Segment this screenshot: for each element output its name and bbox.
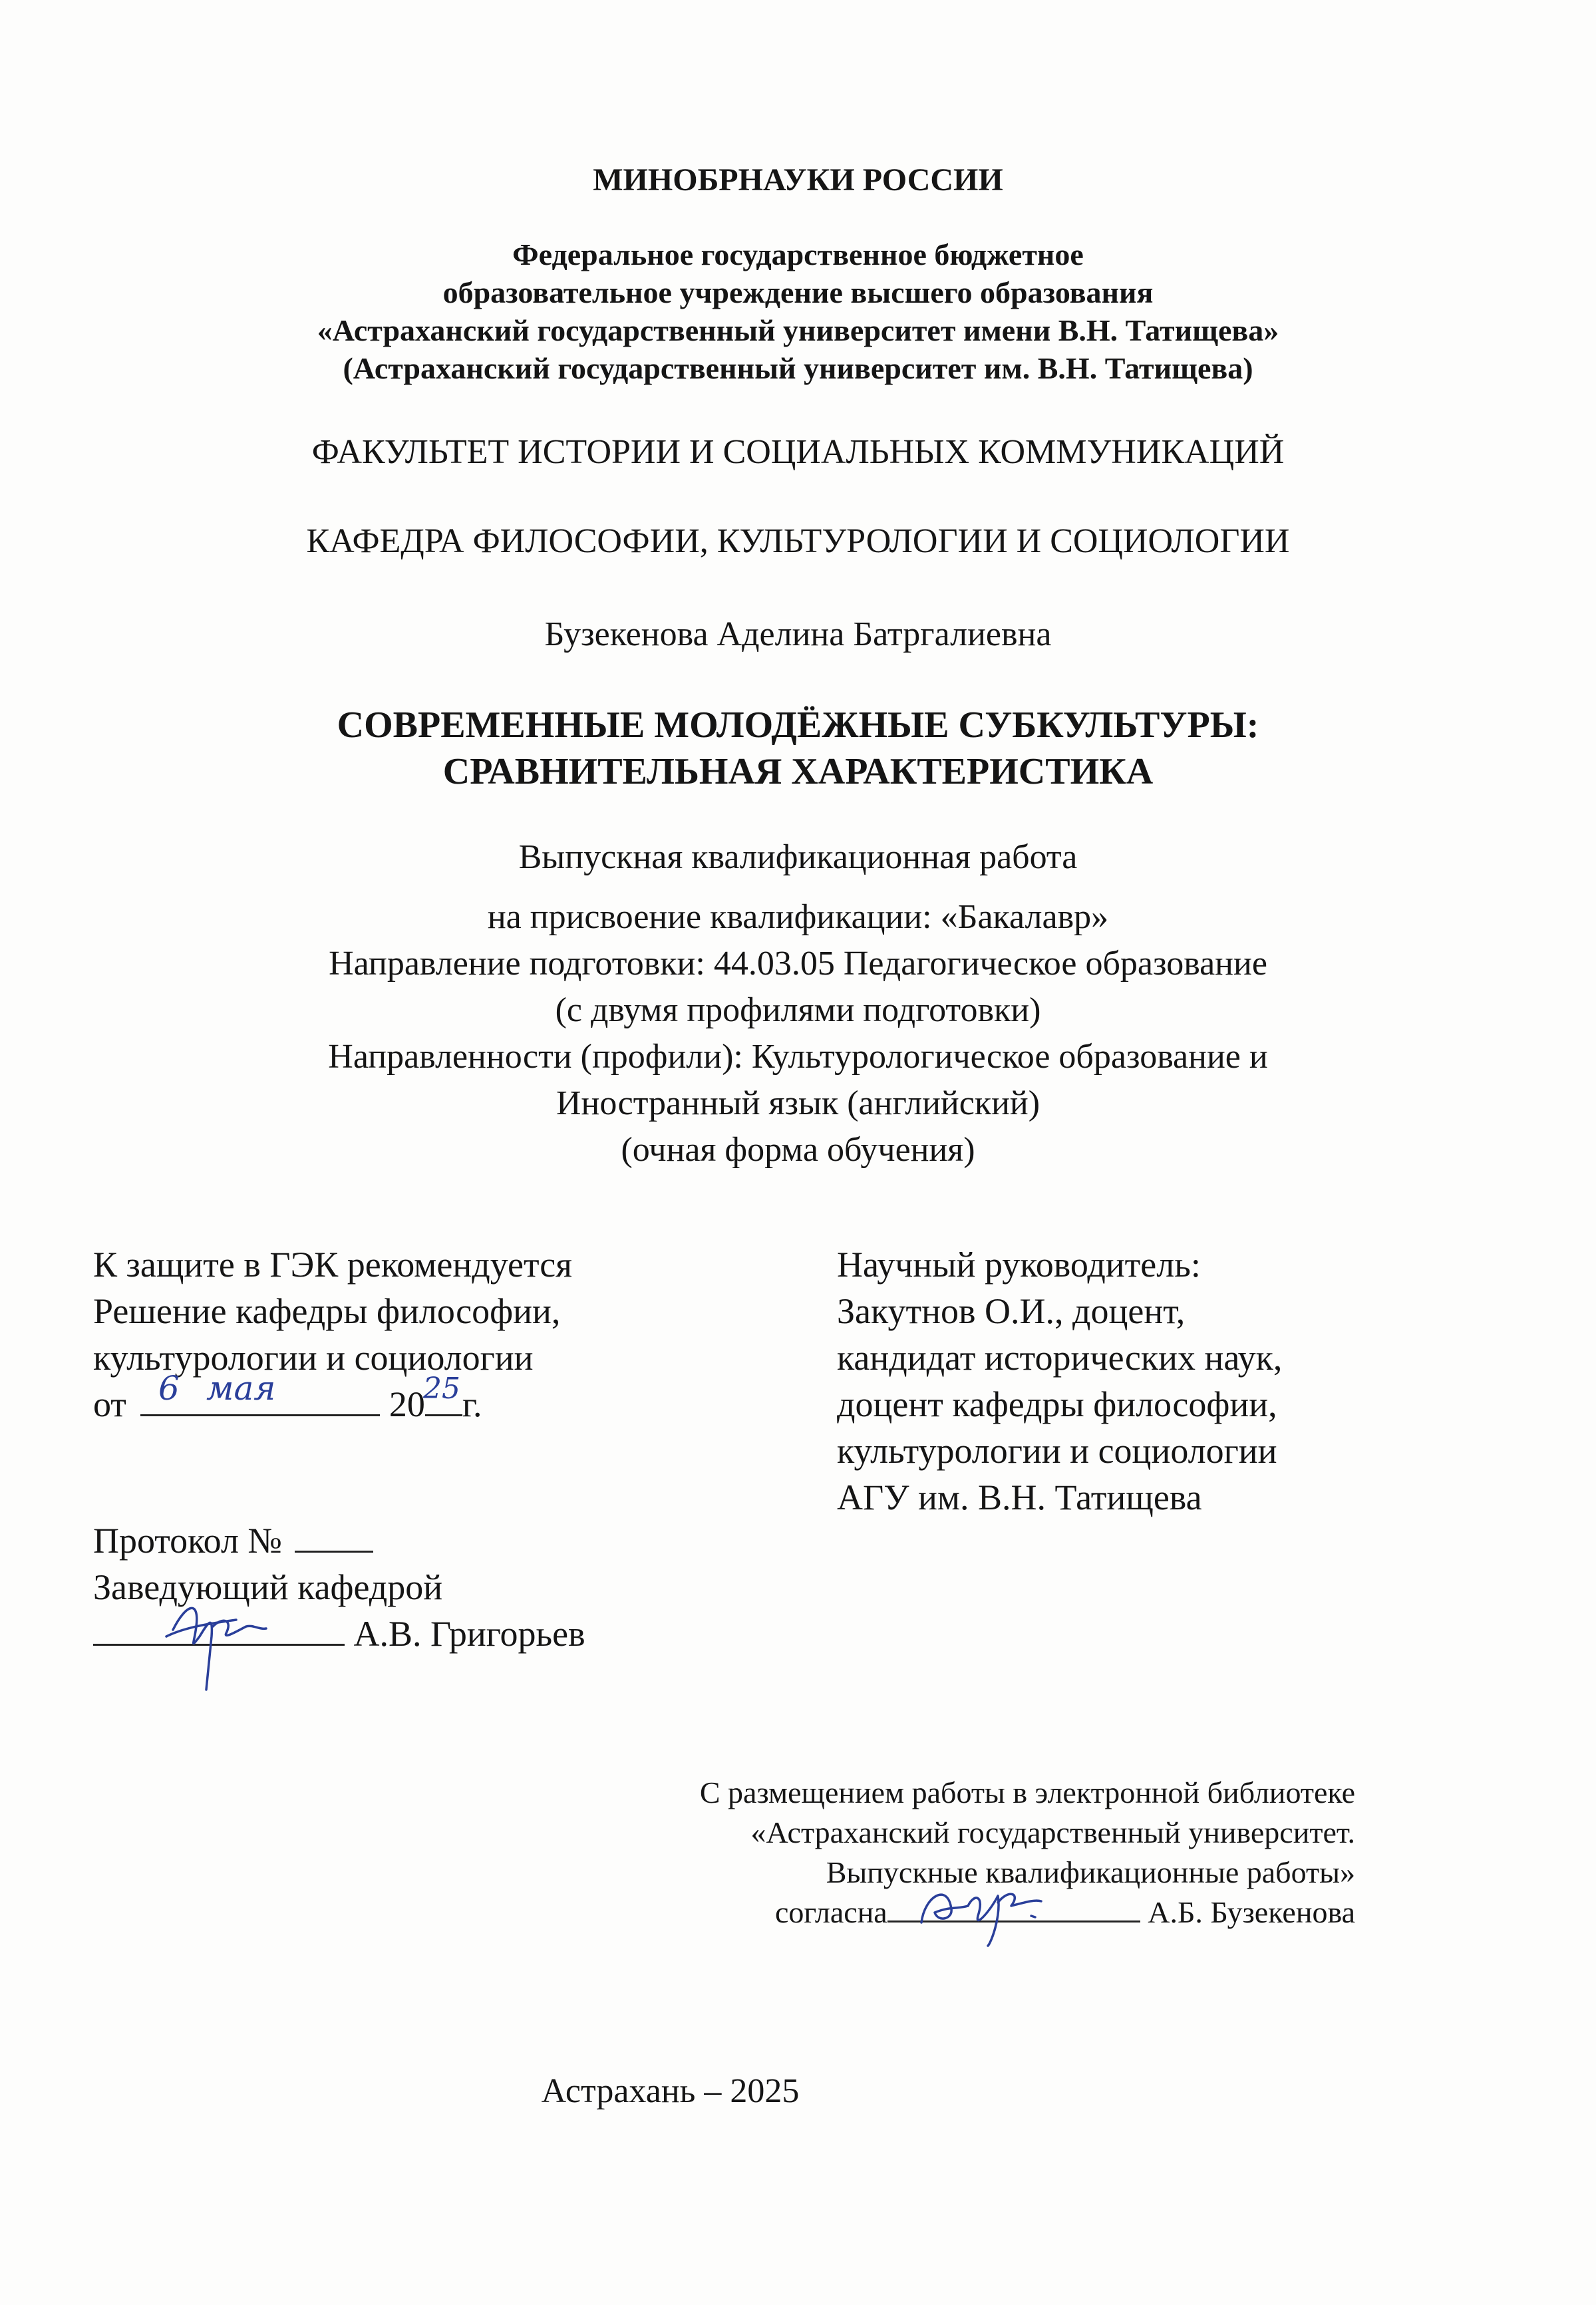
- thesis-title-line-1: СОВРЕМЕННЫЕ МОЛОДЁЖНЫЕ СУБКУЛЬТУРЫ:: [337, 704, 1259, 746]
- defense-line-1: К защите в ГЭК рекомендуется: [93, 1245, 573, 1285]
- head-label: Заведующий кафедрой: [93, 1567, 443, 1607]
- defense-line-2: Решение кафедры философии,: [93, 1291, 561, 1331]
- details-line-1: на присвоение квалификации: «Бакалавр»: [487, 898, 1109, 936]
- institution-line-4: (Астраханский государственный университет им. В.Н. Татищева): [343, 351, 1253, 385]
- supervisor-line-2: Закутнов О.И., доцент,: [837, 1291, 1186, 1331]
- year-suffix: г.: [462, 1384, 482, 1424]
- details-line-4: Направленности (профили): Культурологическое образование и: [328, 1038, 1268, 1076]
- head-signature-mark: [160, 1590, 273, 1696]
- thesis-title-line-2: СРАВНИТЕЛЬНАЯ ХАРАКТЕРИСТИКА: [442, 751, 1154, 792]
- handwritten-day: 6: [158, 1369, 180, 1408]
- author-name: Бузекенова Аделина Батргалиевна: [544, 615, 1052, 653]
- details-line-2: Направление подготовки: 44.03.05 Педагогическое образование: [329, 945, 1267, 983]
- institution-line-2: образовательное учреждение высшего образования: [442, 275, 1154, 309]
- details-line-6: (очная форма обучения): [621, 1131, 975, 1169]
- details-line-3: (с двумя профилями подготовки): [555, 991, 1041, 1029]
- work-type: Выпускная квалификационная работа: [518, 838, 1078, 876]
- department-heading: КАФЕДРА ФИЛОСОФИИ, КУЛЬТУРОЛОГИИ И СОЦИОЛОГИИ: [306, 522, 1290, 560]
- ministry-heading: МИНОБРНАУКИ РОССИИ: [593, 162, 1003, 198]
- defense-line-3: культурологии и социологии: [93, 1338, 534, 1378]
- year-prefix: 20: [389, 1384, 425, 1424]
- supervisor-line-1: Научный руководитель:: [837, 1245, 1201, 1285]
- city-year-footer: Астрахань – 2025: [541, 2072, 800, 2110]
- protocol-row: [93, 1517, 373, 1565]
- library-consent-row: [775, 1894, 1355, 1931]
- institution-line-1: Федеральное государственное бюджетное: [512, 237, 1084, 271]
- consent-name: А.Б. Бузекенова: [1148, 1895, 1355, 1929]
- institution-line-3: «Астраханский государственный университет имени В.Н. Татищева»: [317, 313, 1279, 347]
- supervisor-line-4: доцент кафедры философии,: [837, 1384, 1277, 1424]
- year-blank: [425, 1408, 462, 1416]
- protocol-label: Протокол №: [93, 1521, 282, 1561]
- protocol-blank: [295, 1544, 373, 1553]
- date-blank: [140, 1408, 380, 1416]
- library-line-2: «Астраханский государственный университет.: [750, 1815, 1355, 1849]
- faculty-heading: ФАКУЛЬТЕТ ИСТОРИИ И СОЦИАЛЬНЫХ КОММУНИКАЦИЙ: [311, 433, 1285, 471]
- head-name: А.В. Григорьев: [353, 1614, 585, 1654]
- date-prefix: от: [93, 1384, 126, 1424]
- library-line-1: С размещением работы в электронной библиотеке: [699, 1775, 1355, 1809]
- agree-label: согласна: [774, 1895, 887, 1929]
- handwritten-month: мая: [206, 1369, 276, 1408]
- consent-signature-mark: [911, 1869, 1051, 1949]
- supervisor-line-5: культурологии и социологии: [837, 1431, 1277, 1471]
- details-line-5: Иностранный язык (английский): [556, 1084, 1040, 1122]
- library-line-3: Выпускные квалификационные работы»: [826, 1855, 1355, 1889]
- supervisor-line-6: АГУ им. В.Н. Татищева: [837, 1477, 1202, 1517]
- handwritten-year: 25: [423, 1372, 460, 1406]
- supervisor-line-3: кандидат исторических наук,: [837, 1338, 1283, 1378]
